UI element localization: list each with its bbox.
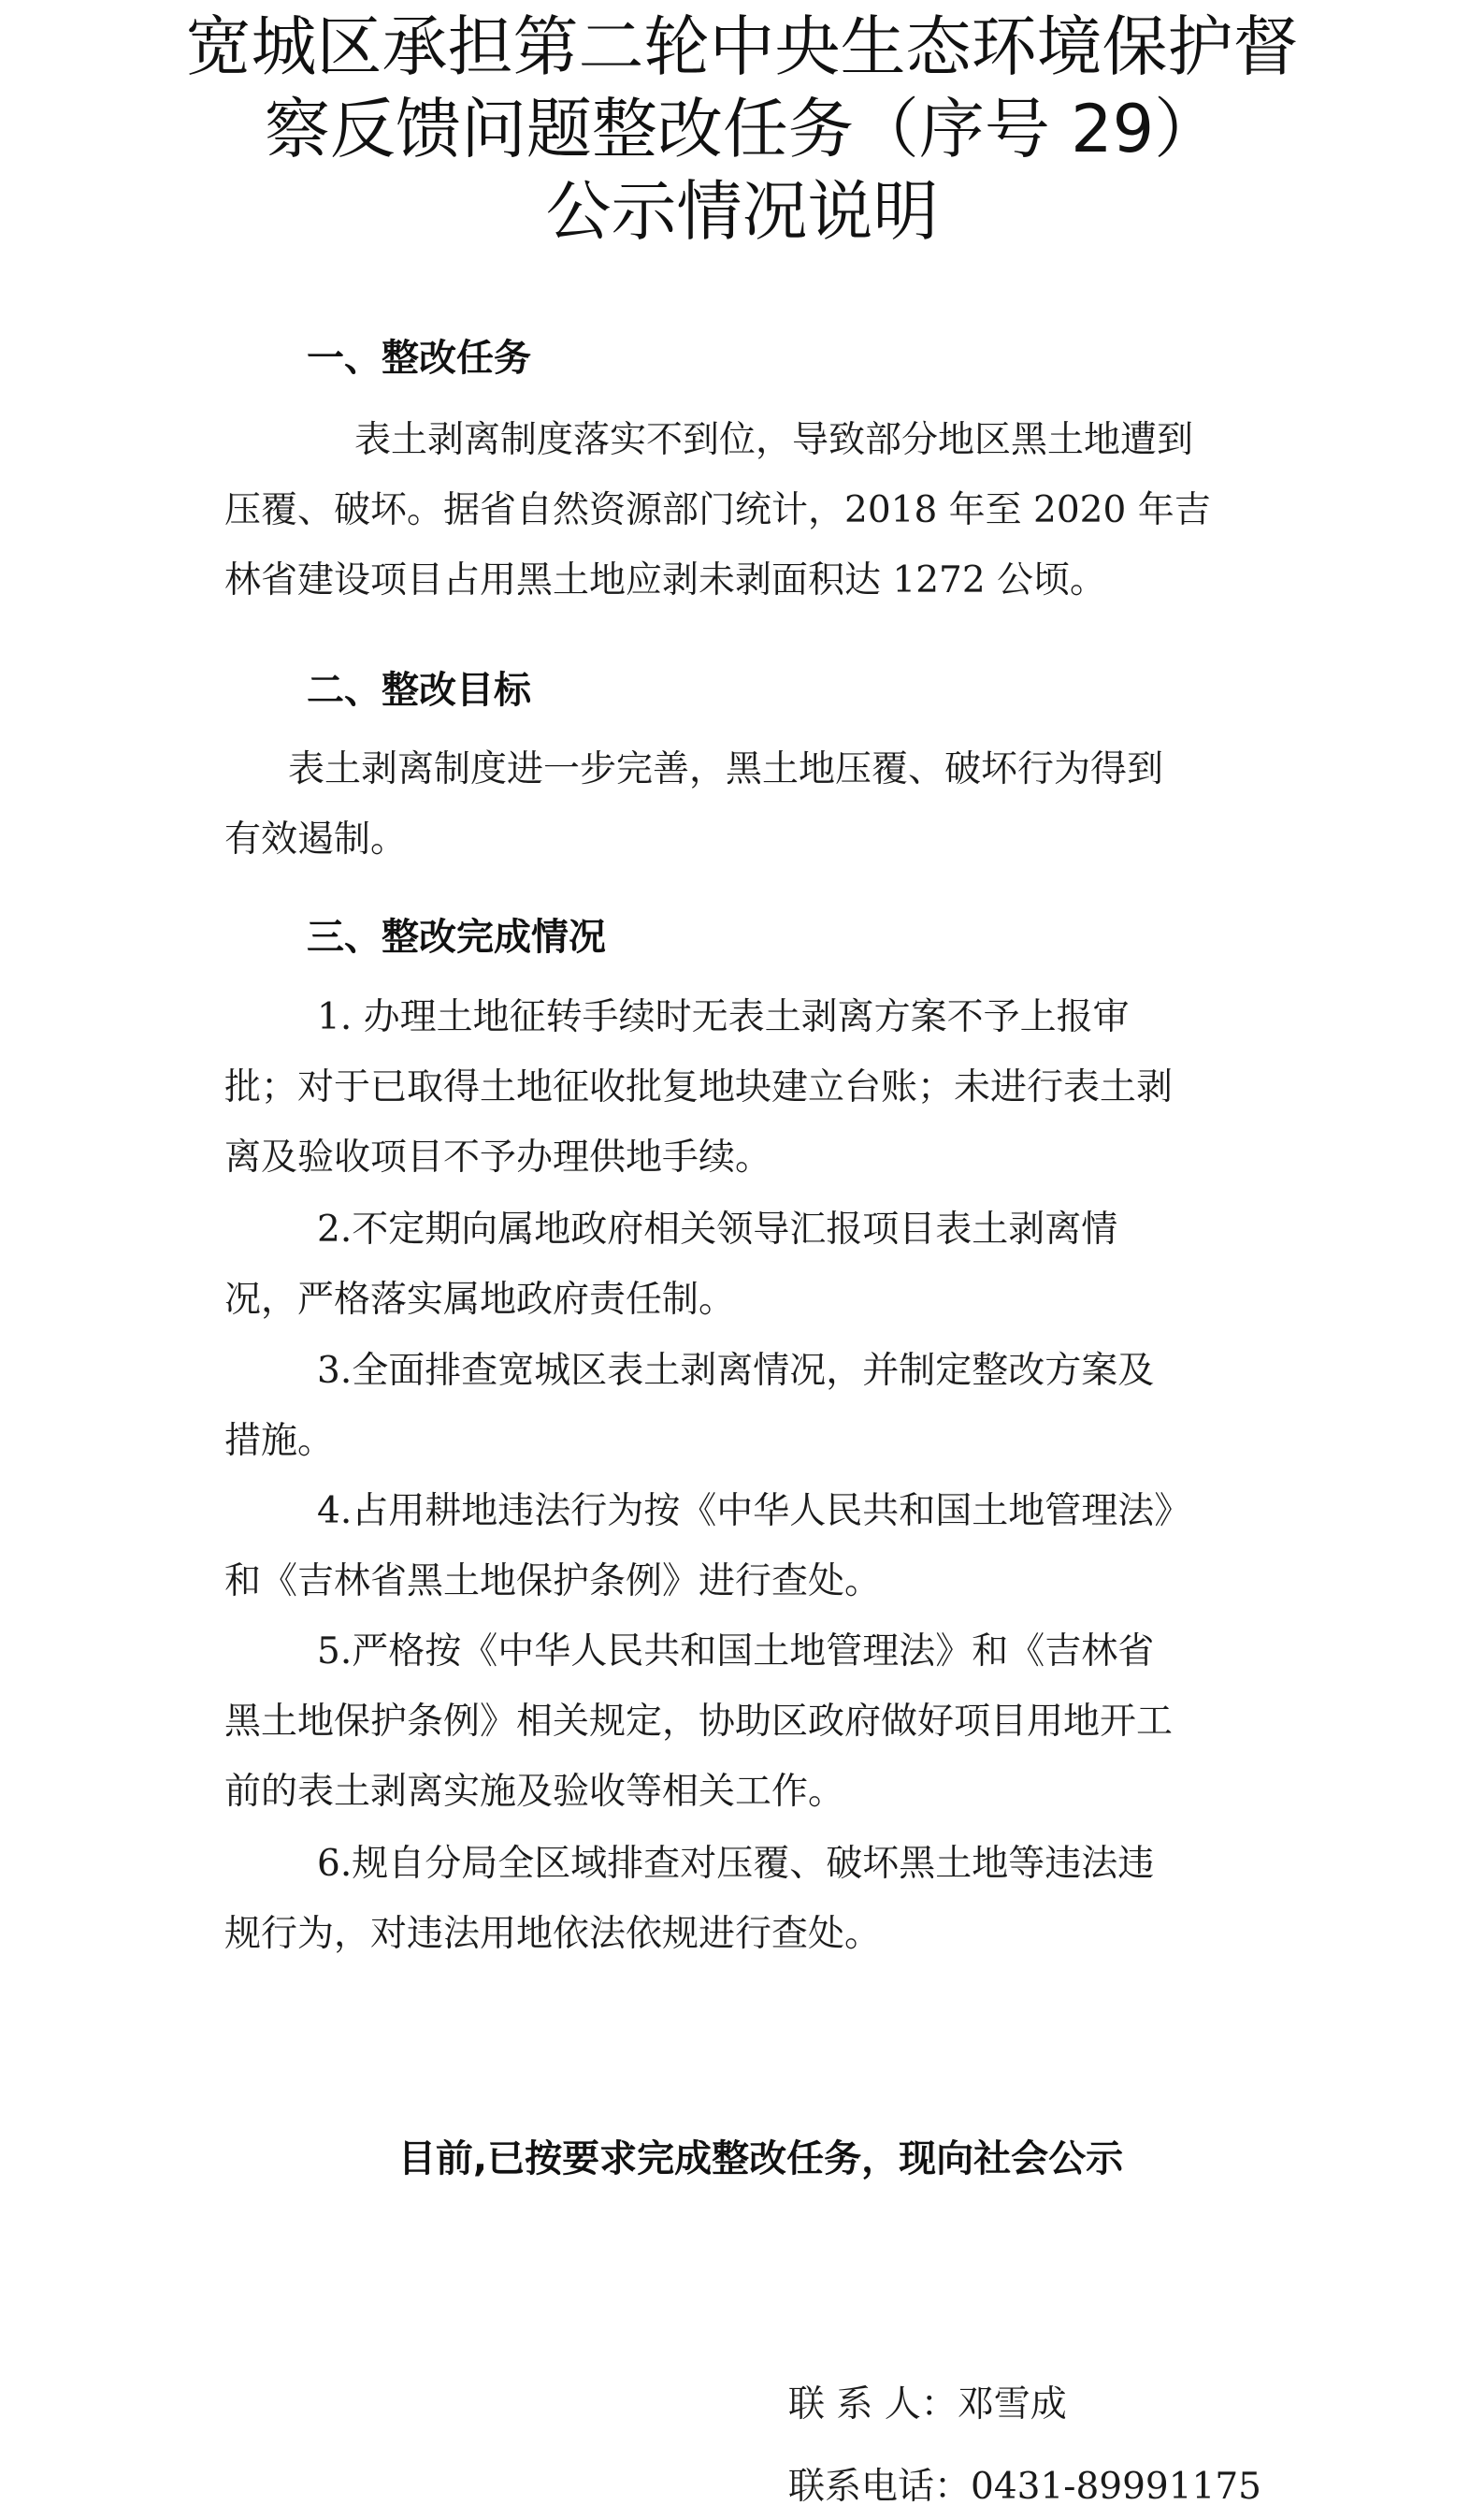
section-3-item-6-cont <box>224 1899 1262 1969</box>
paragraph-line: 4.占用耕地违法行为按《中华人民共和国土地管理法》 <box>281 1490 1191 1532</box>
section-3-item-3-cont <box>224 1406 1262 1476</box>
section-3-item-3 <box>281 1336 1318 1406</box>
contact-person-name: 邓雪成 <box>957 2383 1067 2426</box>
paragraph-line: 6.规自分局全区域排查对压覆、破坏黑土地等违法违 <box>281 1843 1155 1885</box>
title-line-2: 察反馈问题整改任务（序号 29） <box>264 91 1220 167</box>
contact-person-label: 联 系 人： <box>788 2383 958 2426</box>
section-2-paragraph <box>288 734 1326 804</box>
paragraph-line: 离及验收项目不予办理供地手续。 <box>224 1137 772 1179</box>
public-notice: 目前,已按要求完成整改任务，现向社会公示 <box>397 2137 1124 2180</box>
paragraph-line: 2.不定期向属地政府相关领导汇报项目表土剥离情 <box>281 1209 1118 1251</box>
section-3-item-2-cont <box>224 1265 1262 1335</box>
paragraph-line: 前的表土剥离实施及验收等相关工作。 <box>224 1771 845 1813</box>
paragraph-line: 批；对于已取得土地征收批复地块建立台账；未进行表土剥 <box>224 1066 1174 1108</box>
contact-phone-label: 联系电话： <box>788 2466 972 2508</box>
paragraph-line: 1. 办理土地征转手续时无表土剥离方案不予上报审 <box>281 996 1130 1038</box>
section-3-item-5-cont <box>224 1687 1262 1827</box>
document-title <box>0 6 1484 253</box>
section-3-item-1 <box>281 982 1318 1052</box>
paragraph-line: 林省建设项目占用黑土地应剥未剥面积达 1272 公顷。 <box>224 559 1107 601</box>
section-1-heading: 一、整改任务 <box>307 337 531 380</box>
contact-phone-number: 0431-89991175 <box>971 2466 1261 2508</box>
paragraph-line: 措施。 <box>224 1420 335 1462</box>
title-line-1: 宽城区承担第二轮中央生态环境保护督 <box>185 8 1299 85</box>
section-3-item-4-cont <box>224 1546 1262 1616</box>
section-3-heading: 三、整改完成情况 <box>307 916 606 959</box>
paragraph-line: 和《吉林省黑土地保护条例》进行查处。 <box>224 1560 882 1602</box>
paragraph-line: 压覆、破坏。据省自然资源部门统计，2018 年至 2020 年吉 <box>224 489 1211 531</box>
section-2-heading: 二、整改目标 <box>307 669 531 712</box>
paragraph-line: 5.严格按《中华人民共和国土地管理法》和《吉林省 <box>281 1630 1155 1673</box>
title-line-3: 公示情况说明 <box>545 173 939 250</box>
section-2-paragraph-cont <box>224 804 1262 875</box>
section-3-item-6 <box>281 1829 1318 1899</box>
section-3-item-4 <box>281 1476 1318 1546</box>
paragraph-line: 表土剥离制度进一步完善，黑土地压覆、破坏行为得到 <box>288 748 1164 790</box>
section-3-item-1-cont <box>224 1052 1262 1193</box>
paragraph-line: 表土剥离制度落实不到位，导致部分地区黑土地遭到 <box>318 419 1194 461</box>
paragraph-line: 况，严格落实属地政府责任制。 <box>224 1279 736 1321</box>
section-3-item-5 <box>281 1616 1318 1687</box>
section-1-paragraph-cont <box>224 475 1262 616</box>
paragraph-line: 黑土地保护条例》相关规定，协助区政府做好项目用地开工 <box>224 1701 1174 1743</box>
paragraph-line: 3.全面排查宽城区表土剥离情况，并制定整改方案及 <box>281 1350 1155 1392</box>
paragraph-line: 规行为，对违法用地依法依规进行查处。 <box>224 1913 882 1955</box>
contact-phone <box>788 2464 1261 2511</box>
paragraph-line: 有效遏制。 <box>224 818 408 861</box>
section-3-item-2 <box>281 1195 1318 1265</box>
section-1-paragraph <box>318 405 1356 475</box>
contact-person <box>788 2382 1067 2428</box>
